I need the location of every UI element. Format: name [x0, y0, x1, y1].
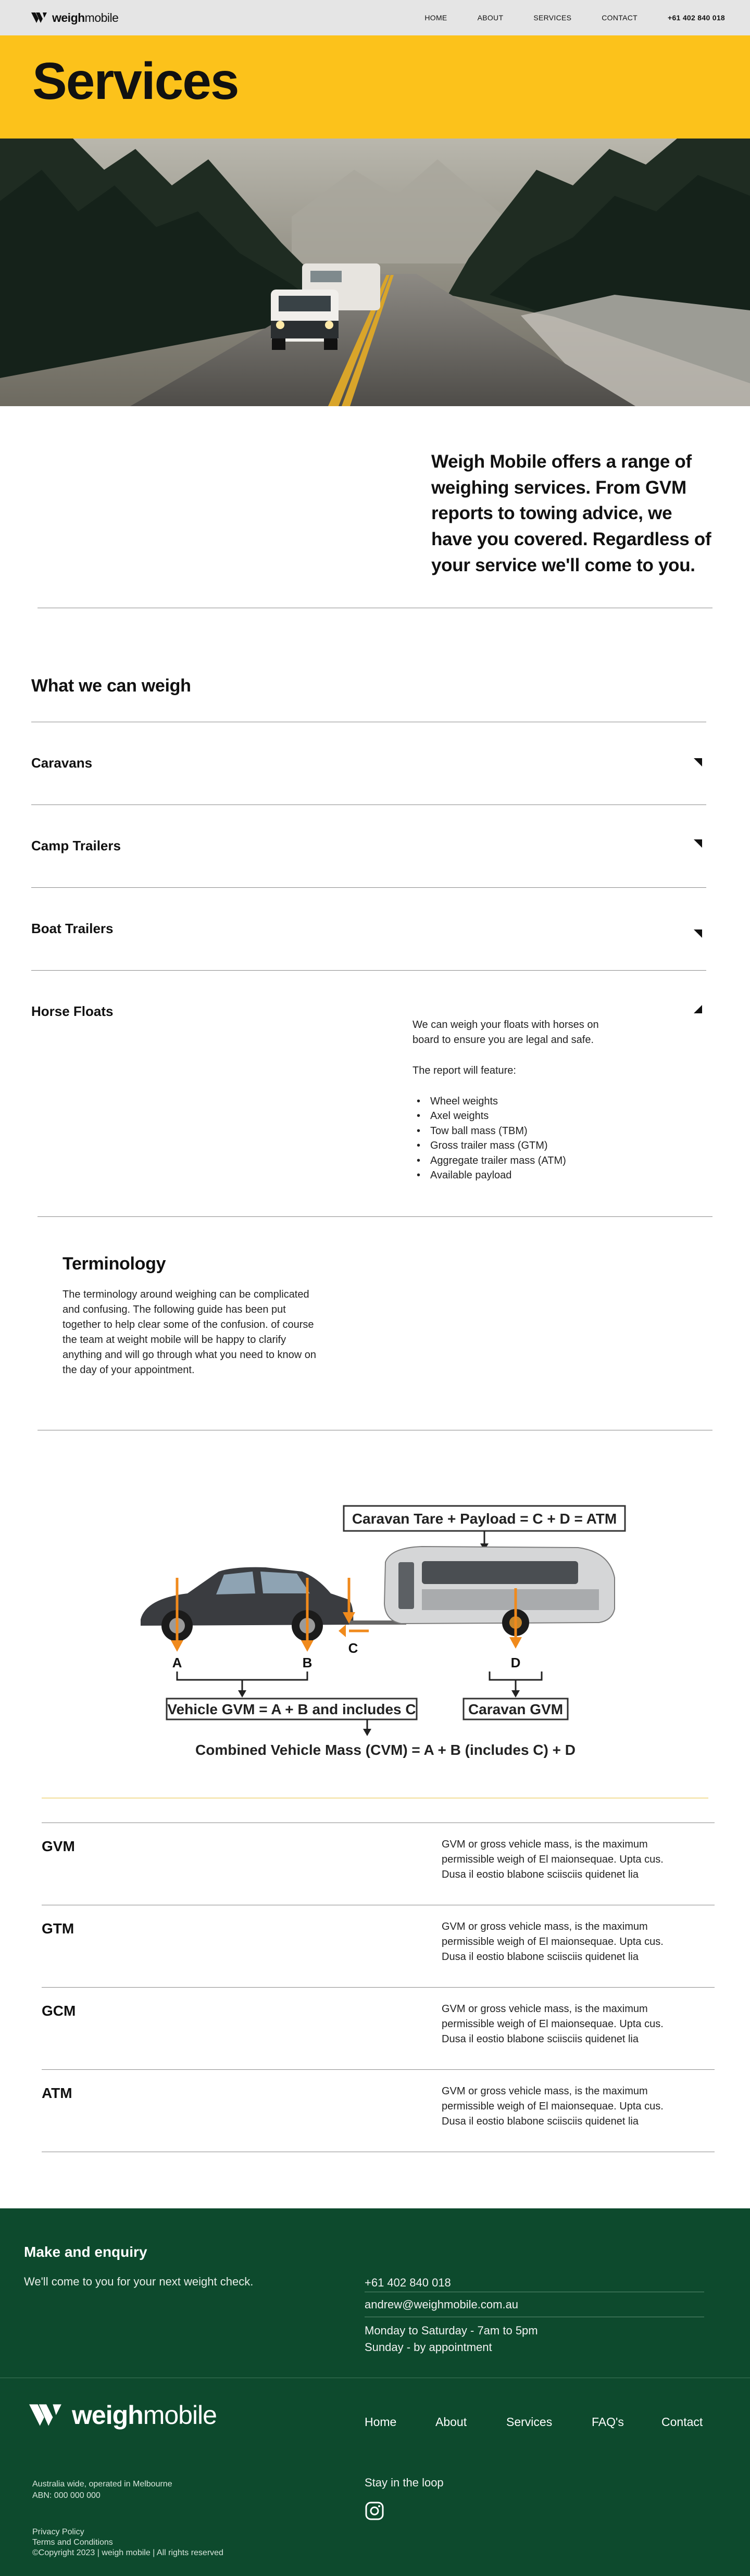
- definition-term: ATM: [42, 2085, 72, 2101]
- list-item: • Aggregate trailer mass (ATM): [413, 1153, 621, 1168]
- footer-nav-contact[interactable]: Contact: [661, 2415, 703, 2429]
- list-item: • Tow ball mass (TBM): [413, 1124, 621, 1138]
- caret-up-icon: [694, 1005, 702, 1013]
- towing-caravan-forest-road-photo: [0, 139, 750, 406]
- feature-list: [413, 1094, 621, 1183]
- footer-nav-about[interactable]: About: [435, 2415, 467, 2429]
- logo[interactable]: [31, 10, 118, 25]
- footer-phone-link[interactable]: +61 402 840 018: [365, 2276, 451, 2289]
- vehicle-mass-diagram: [130, 1500, 630, 1770]
- definition-term: GVM: [42, 1838, 75, 1854]
- logo-mark-icon: [29, 2400, 64, 2430]
- nav-link-about[interactable]: ABOUT: [477, 14, 504, 22]
- accent-divider: [42, 1798, 708, 1799]
- footer-nav-home[interactable]: Home: [365, 2415, 397, 2429]
- point-b-label: B: [302, 1655, 312, 1670]
- footer-subtext: We'll come to you for your next weight check.: [24, 2275, 254, 2288]
- accordion-label: Camp Trailers: [31, 838, 121, 853]
- terminology-heading: Terminology: [63, 1254, 166, 1274]
- definition-text: GVM or gross vehicle mass, is the maximum permissible weigh of El maionsequae. Upta cus. Dusa il eostio blabone sciisciis quidenet lia: [442, 1921, 664, 1963]
- weigh-heading: What we can weigh: [31, 676, 191, 696]
- footer-abn: ABN: 000 000 000: [32, 2491, 101, 2500]
- nav-link-services[interactable]: SERVICES: [533, 14, 572, 22]
- terms-link[interactable]: Terms and Conditions: [32, 2538, 113, 2547]
- divider: [38, 1216, 712, 1217]
- divider: [42, 2069, 715, 2070]
- list-item: • Gross trailer mass (GTM): [413, 1138, 621, 1153]
- definition-term: GCM: [42, 2003, 76, 2019]
- copyright: ©Copyright 2023 | weigh mobile | All rights reserved: [32, 2548, 223, 2557]
- footer-nav-faqs[interactable]: FAQ's: [592, 2415, 624, 2429]
- divider: [31, 887, 706, 888]
- caravan-gvm-label: Caravan GVM: [468, 1701, 564, 1717]
- definition-term: GTM: [42, 1920, 74, 1937]
- footer-heading: Make and enquiry: [24, 2244, 147, 2260]
- list-item: • Axel weights: [413, 1109, 621, 1123]
- footer-hours-sunday: Sunday - by appointment: [365, 2341, 492, 2354]
- accordion-label: Caravans: [31, 755, 93, 771]
- cvm-label: Combined Vehicle Mass (CVM) = A + B (includes C) + D: [195, 1742, 576, 1758]
- list-item: • Available payload: [413, 1168, 621, 1183]
- nav-link-home[interactable]: HOME: [424, 14, 447, 22]
- footer: [0, 2208, 750, 2576]
- page-title: Services: [32, 52, 239, 110]
- list-item: • Wheel weights: [413, 1094, 621, 1109]
- nav-link-contact[interactable]: CONTACT: [602, 14, 638, 22]
- footer-logo[interactable]: [29, 2400, 217, 2430]
- caret-down-icon: [694, 758, 702, 766]
- definition-text: GVM or gross vehicle mass, is the maximum permissible weigh of El maionsequae. Upta cus. Dusa il eostio blabone sciisciis quidenet lia: [442, 2003, 664, 2045]
- intro-statement: Weigh Mobile offers a range of weighing services. From GVM reports to towing advice, we have you covered. Regardless of your service we'll come to you.: [431, 451, 711, 575]
- point-c-label: C: [348, 1640, 358, 1656]
- stay-in-loop-label: Stay in the loop: [365, 2476, 444, 2489]
- panel-intro: We can weigh your floats with horses on board to ensure you are legal and safe.: [413, 1019, 599, 1046]
- logo-mark-icon: [31, 10, 48, 25]
- caret-down-icon: [694, 929, 702, 938]
- privacy-policy-link[interactable]: Privacy Policy: [32, 2528, 84, 2536]
- divider: [31, 970, 706, 971]
- accordion-label: Horse Floats: [31, 1003, 114, 1019]
- definition-text: GVM or gross vehicle mass, is the maximum permissible weigh of El maionsequae. Upta cus. Dusa il eostio blabone sciisciis quidenet lia: [442, 2085, 664, 2127]
- accordion-panel-horse-floats: [413, 1017, 621, 1183]
- vehicle-gvm-label: Vehicle GVM = A + B and includes C: [167, 1701, 416, 1717]
- caret-down-icon: [694, 839, 702, 848]
- terminology-text: The terminology around weighing can be complicated and confusing. The following guide has been put together to help clear some of the confusion. of course the team at weight mobile will be happy to clarify anything and will go through what you need to know on the day of your appointment.: [63, 1289, 317, 1376]
- footer-logo-text: weighmobile: [72, 2401, 217, 2430]
- footer-hours-weekday: Monday to Saturday - 7am to 5pm: [365, 2324, 538, 2337]
- logo-text: weighmobile: [52, 10, 119, 24]
- top-nav: [0, 0, 750, 35]
- footer-location: Australia wide, operated in Melbourne: [32, 2480, 172, 2489]
- divider: [42, 1987, 715, 1988]
- top-label: Caravan Tare + Payload = C + D = ATM: [352, 1511, 617, 1527]
- panel-list-intro: The report will feature:: [413, 1065, 516, 1076]
- instagram-icon[interactable]: [365, 2501, 384, 2521]
- title-band: [0, 35, 750, 139]
- definition-text: GVM or gross vehicle mass, is the maximum permissible weigh of El maionsequae. Upta cus. Dusa il eostio blabone sciisciis quidenet lia: [442, 1839, 664, 1880]
- nav-links: [394, 0, 725, 35]
- point-d-label: D: [510, 1655, 521, 1670]
- footer-email-link[interactable]: andrew@weighmobile.com.au: [365, 2298, 519, 2311]
- point-a-label: A: [172, 1655, 182, 1670]
- nav-phone-link[interactable]: +61 402 840 018: [668, 14, 725, 22]
- accordion-label: Boat Trailers: [31, 921, 114, 936]
- footer-nav-services[interactable]: Services: [506, 2415, 553, 2429]
